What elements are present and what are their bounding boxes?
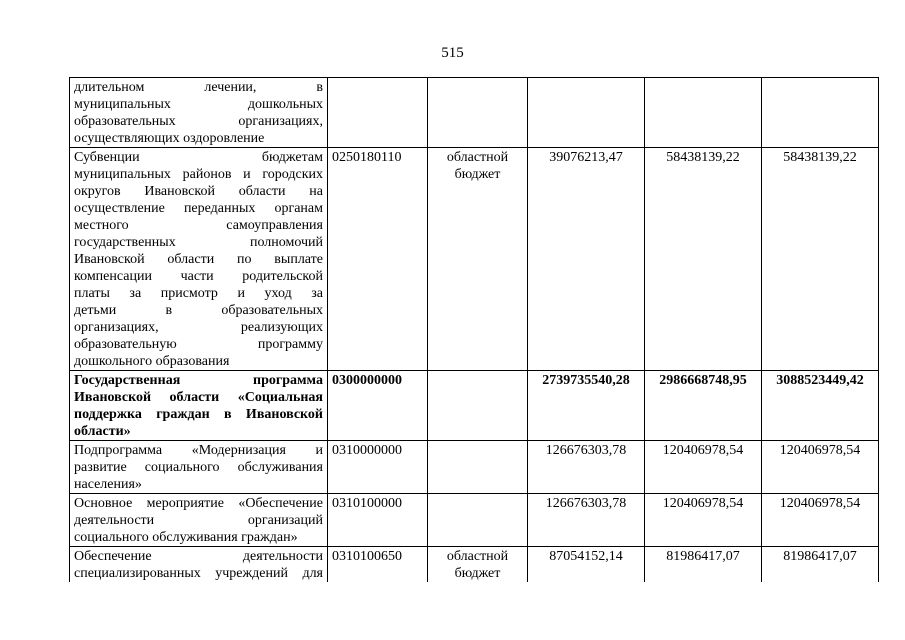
table-row xyxy=(70,494,879,547)
row-name-line: государственных полномочий xyxy=(74,235,323,250)
funding-source-cell xyxy=(428,441,528,494)
row-name-line: платы за присмотр и уход за xyxy=(74,286,323,301)
amount-year2-cell: 120406978,54 xyxy=(645,494,762,547)
row-name-line: организациях, реализующих xyxy=(74,320,323,335)
row-name-cell xyxy=(70,494,328,547)
row-name-line: развитие социального обслуживания xyxy=(74,460,323,475)
row-name-line: образовательных организациях, xyxy=(74,114,323,129)
funding-source-cell: областной бюджет xyxy=(428,547,528,583)
amount-year3-cell: 120406978,54 xyxy=(762,441,879,494)
amount-year2-cell: 81986417,07 xyxy=(645,547,762,583)
row-name-line: Обеспечение деятельности xyxy=(74,549,323,564)
row-name-line: Основное мероприятие «Обеспечение xyxy=(74,496,323,511)
row-name-line: социального обслуживания граждан» xyxy=(74,530,298,545)
table-row xyxy=(70,547,879,583)
row-name-line: Ивановской области по выплате xyxy=(74,252,323,267)
amount-year1-cell: 126676303,78 xyxy=(528,494,645,547)
row-name-line: округов Ивановской области на xyxy=(74,184,323,199)
amount-year1-cell xyxy=(528,78,645,148)
budget-code-cell: 0300000000 xyxy=(328,371,428,441)
amount-year3-cell xyxy=(762,78,879,148)
funding-source-cell xyxy=(428,494,528,547)
row-name-line: населения» xyxy=(74,477,142,492)
row-name-cell xyxy=(70,371,328,441)
row-name-cell xyxy=(70,148,328,371)
amount-year2-cell: 58438139,22 xyxy=(645,148,762,371)
table-row xyxy=(70,371,879,441)
row-name-line: дошкольного образования xyxy=(74,354,230,369)
budget-table-body xyxy=(70,78,879,583)
budget-table xyxy=(69,77,879,582)
budget-code-cell: 0310100000 xyxy=(328,494,428,547)
amount-year1-cell: 126676303,78 xyxy=(528,441,645,494)
page-number: 515 xyxy=(441,45,464,61)
amount-year3-cell: 81986417,07 xyxy=(762,547,879,583)
row-name-line: Подпрограмма «Модернизация и xyxy=(74,443,323,458)
funding-source-cell: областной бюджет xyxy=(428,148,528,371)
row-name-line: муниципальных дошкольных xyxy=(74,97,323,112)
row-name-line: муниципальных районов и городских xyxy=(74,167,323,182)
row-name-cell xyxy=(70,78,328,148)
row-name-line: детьми в образовательных xyxy=(74,303,323,318)
budget-code-cell: 0310100650 xyxy=(328,547,428,583)
amount-year2-cell: 120406978,54 xyxy=(645,441,762,494)
amount-year2-cell: 2986668748,95 xyxy=(645,371,762,441)
row-name-line: Государственная программа xyxy=(74,373,323,388)
row-name-line: Ивановской области «Социальная xyxy=(74,390,323,405)
table-row xyxy=(70,78,879,148)
funding-source-cell xyxy=(428,371,528,441)
row-name-line: специализированных учреждений для xyxy=(74,566,323,581)
budget-code-cell: 0310000000 xyxy=(328,441,428,494)
table-row xyxy=(70,148,879,371)
amount-year3-cell: 58438139,22 xyxy=(762,148,879,371)
budget-code-cell xyxy=(328,78,428,148)
amount-year1-cell: 2739735540,28 xyxy=(528,371,645,441)
amount-year2-cell xyxy=(645,78,762,148)
budget-code-cell: 0250180110 xyxy=(328,148,428,371)
row-name-cell xyxy=(70,547,328,583)
row-name-line: местного самоуправления xyxy=(74,218,323,233)
row-name-line: образовательную программу xyxy=(74,337,323,352)
amount-year3-cell: 120406978,54 xyxy=(762,494,879,547)
amount-year3-cell: 3088523449,42 xyxy=(762,371,879,441)
row-name-line: компенсации части родительской xyxy=(74,269,323,284)
table-row xyxy=(70,441,879,494)
row-name-line: деятельности организаций xyxy=(74,513,323,528)
row-name-line: осуществляющих оздоровление xyxy=(74,131,265,146)
row-name-line: длительном лечении, в xyxy=(74,80,323,95)
row-name-line: осуществление переданных органам xyxy=(74,201,323,216)
funding-source-cell xyxy=(428,78,528,148)
row-name-line: Субвенции бюджетам xyxy=(74,150,323,165)
row-name-cell xyxy=(70,441,328,494)
row-name-line: поддержка граждан в Ивановской xyxy=(74,407,323,422)
amount-year1-cell: 39076213,47 xyxy=(528,148,645,371)
row-name-line: области» xyxy=(74,424,131,439)
amount-year1-cell: 87054152,14 xyxy=(528,547,645,583)
